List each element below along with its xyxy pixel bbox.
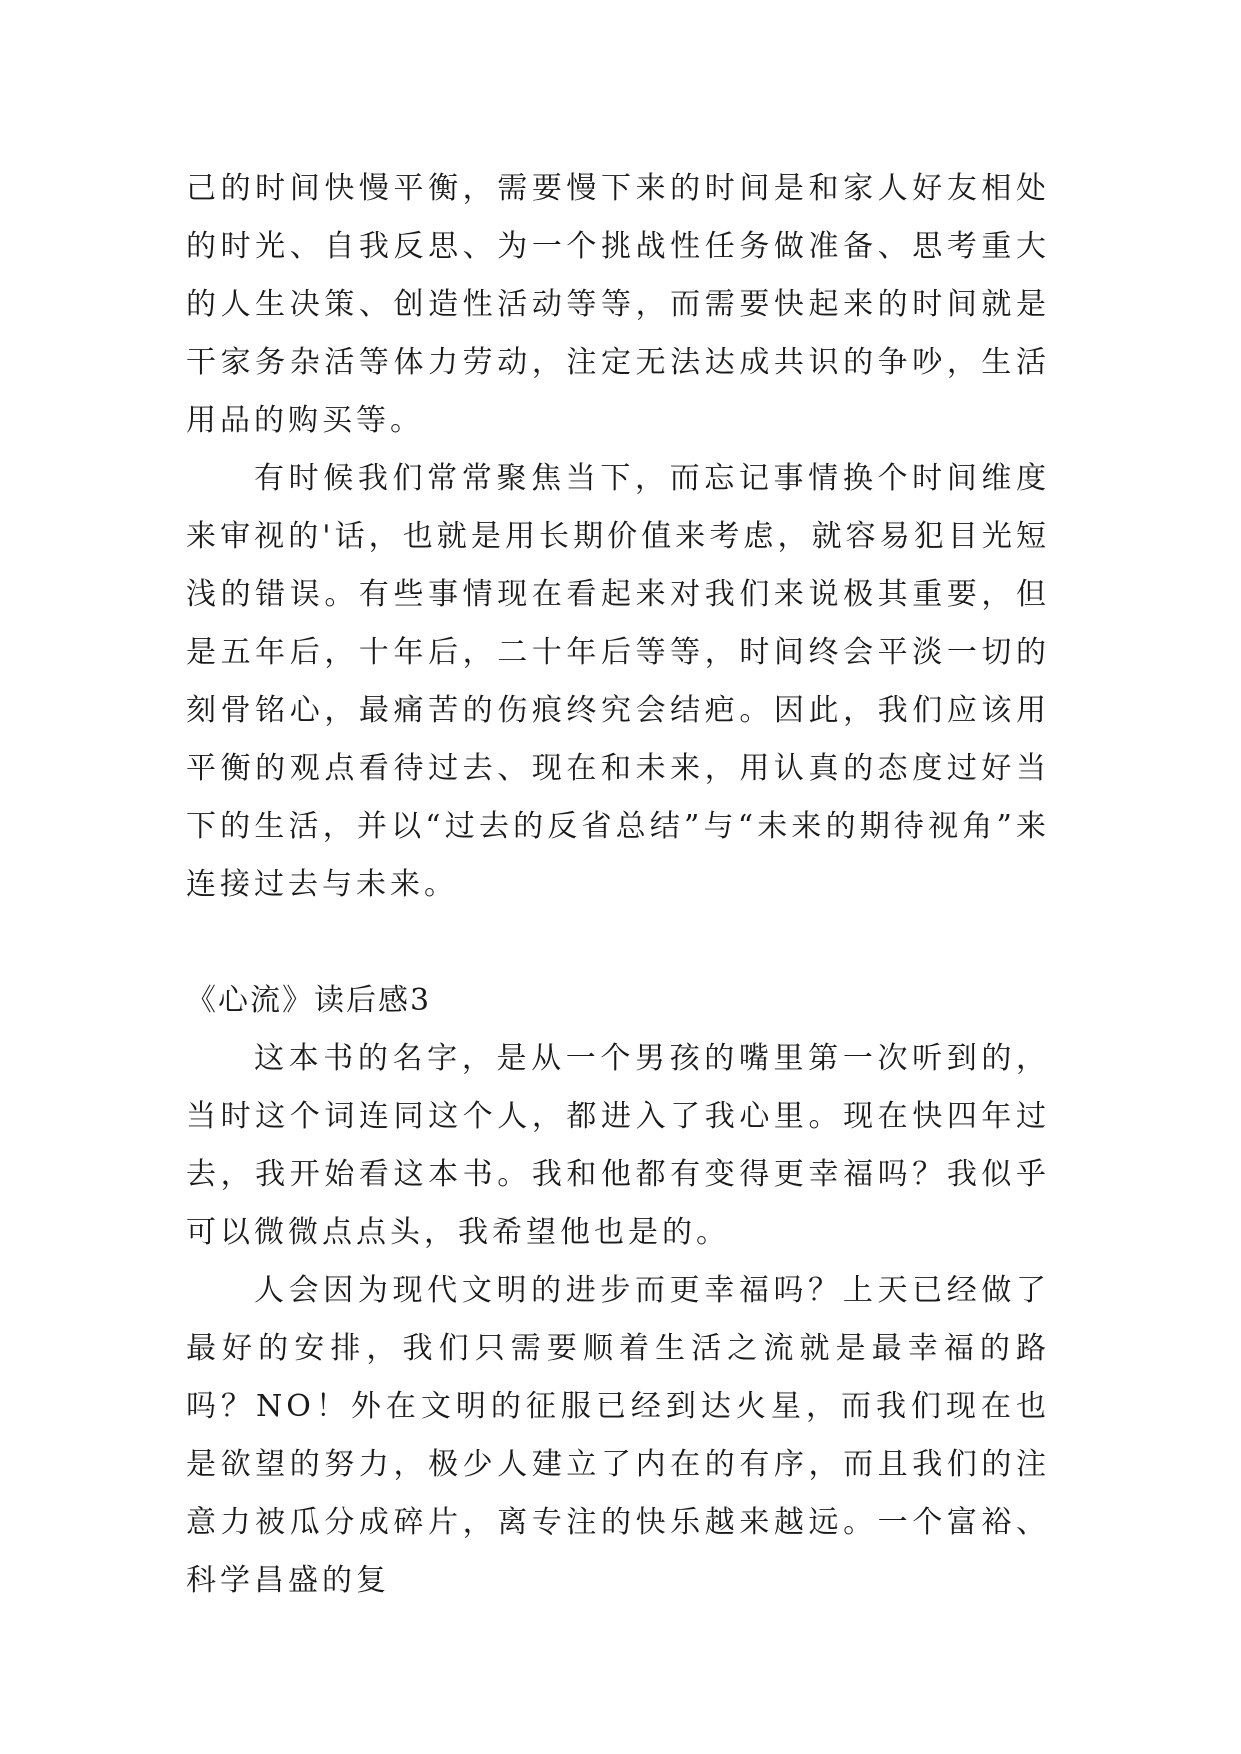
document-body [186,160,1050,1610]
paragraph-book-name: 这本书的名字，是从一个男孩的嘴里第一次听到的，当时这个词连同这个人，都进入了我心里。现在快四年过去，我开始看这本书。我和他都有变得更幸福吗？我似乎可以微微点点头，我希望他也是的。 [186,1041,1050,1250]
paragraph-modern-civilization: 人会因为现代文明的进步而更幸福吗？上天已经做了最好的安排，我们只需要顺着生活之流就是最幸福的路吗？NO！外在文明的征服已经到达火星，而我们现在也是欲望的努力，极少人建立了内在的有序，而且我们的注意力被瓜分成碎片，离专注的快乐越来越远。一个富裕、科学昌盛的复 [186,1273,1050,1598]
section-heading: 《心流》读后感3 [186,983,432,1018]
paragraph-time-dimension: 有时候我们常常聚焦当下，而忘记事情换个时间维度来审视的'话，也就是用长期价值来考虑，就容易犯目光短浅的错误。有些事情现在看起来对我们来说极其重要，但是五年后，十年后，二十年后等等，时间终会平淡一切的刻骨铭心，最痛苦的伤痕终究会结疤。因此，我们应该用平衡的观点看待过去、现在和未来，用认真的态度过好当下的生活，并以“过去的反省总结”与“未来的期待视角”来连接过去与未来。 [186,461,1050,902]
paragraph-continued: 己的时间快慢平衡，需要慢下来的时间是和家人好友相处的时光、自我反思、为一个挑战性任务做准备、思考重大的人生决策、创造性活动等等，而需要快起来的时间就是干家务杂活等体力劳动，注定无法达成共识的争吵，生活用品的购买等。 [186,171,1050,438]
